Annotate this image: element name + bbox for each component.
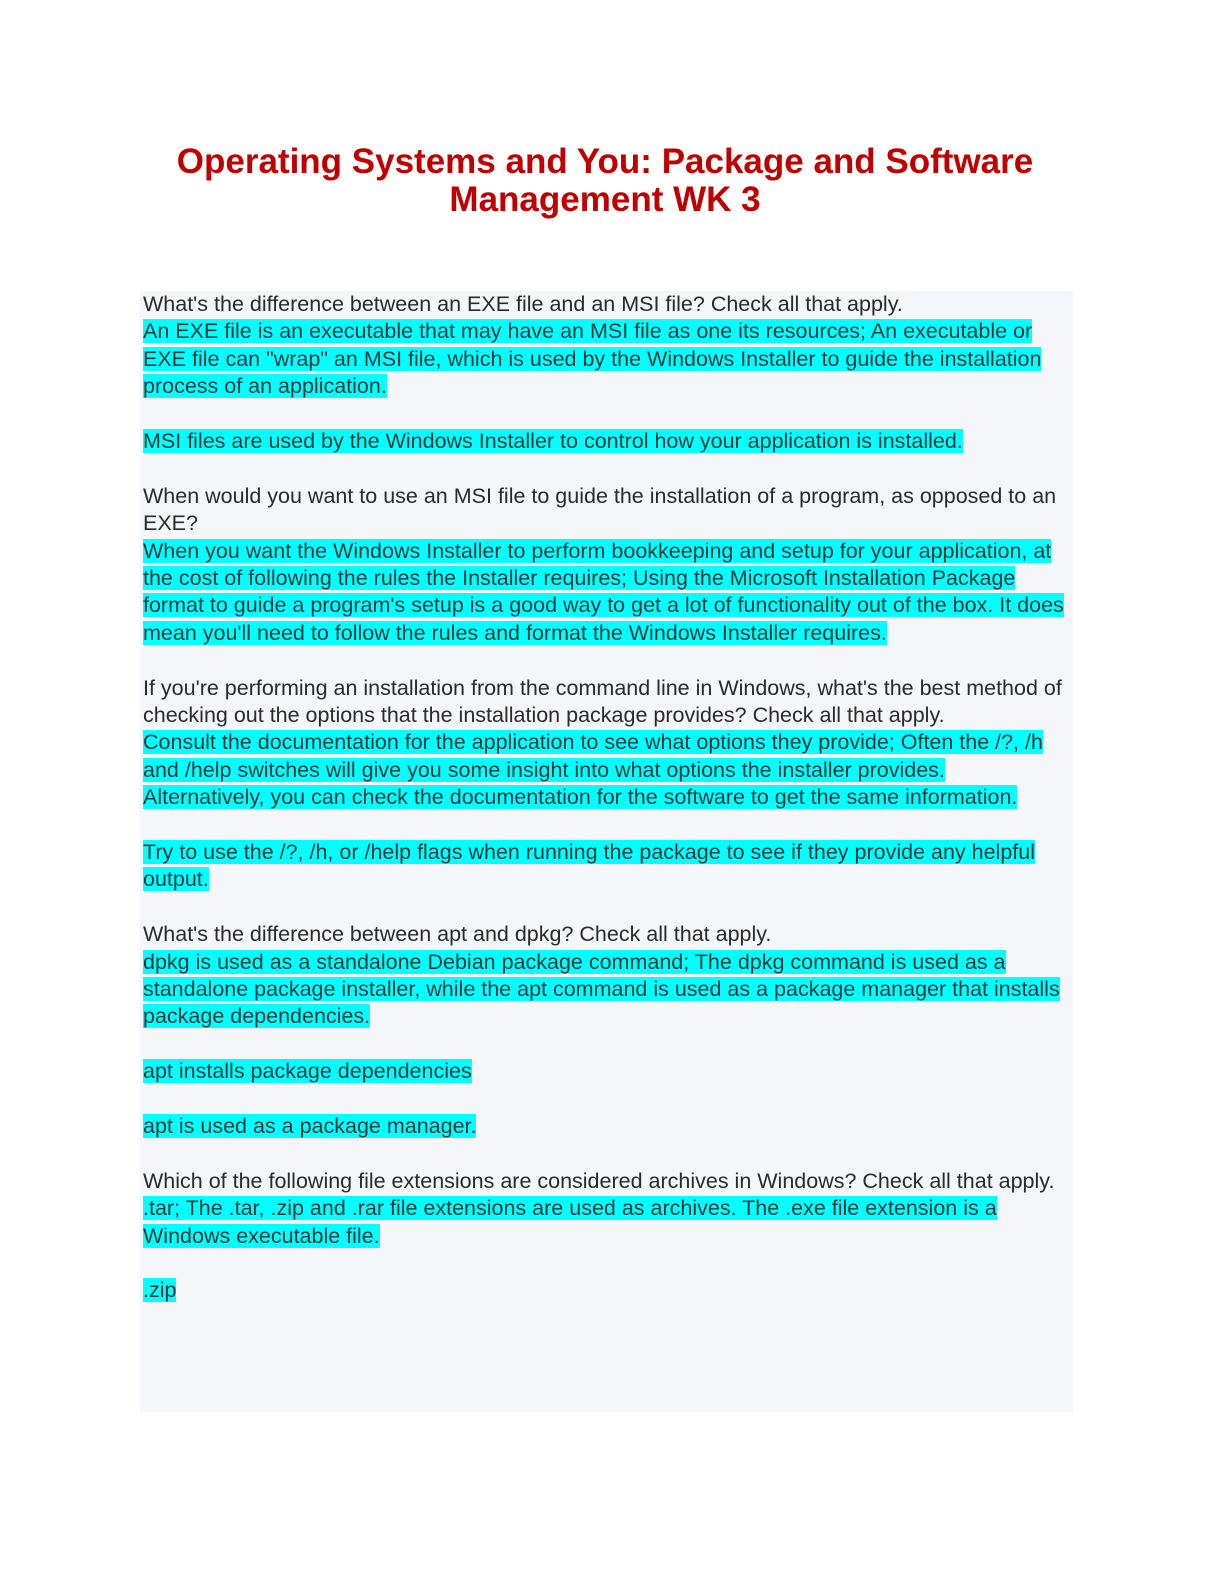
answer-highlight: .tar; The .tar, .zip and .rar file extensions are used as archives. The .exe file extension is a Windows executable file. <box>143 1196 997 1248</box>
answer-paragraph <box>143 1058 1070 1085</box>
question-text: If you're performing an installation from the command line in Windows, what's the best method of checking out the options that the installation package provides? Check all that apply. <box>143 675 1062 728</box>
spacer <box>143 1086 1070 1113</box>
answer-paragraph <box>143 318 1070 400</box>
answer-highlight: MSI files are used by the Windows Installer to control how your application is installed. <box>143 429 963 454</box>
answer-highlight: When you want the Windows Installer to perform bookkeeping and setup for your application, at the cost of following the rules the Installer requires; Using the Microsoft Installation Package format to guide a program's setup is a good way to get a lot of functionality out of the box. It does mean you'll need to follow the rules and format the Windows Installer requires. <box>143 538 1064 645</box>
answer-paragraph <box>143 729 1070 811</box>
spacer <box>143 647 1070 674</box>
answer-highlight: An EXE file is an executable that may have an MSI file as one its resources; An executable or EXE file can "wrap" an MSI file, which is used by the Windows Installer to guide the installation process of an application. <box>143 319 1042 399</box>
answer-highlight: apt installs package dependencies <box>143 1059 472 1084</box>
document-title <box>140 143 1070 219</box>
answer-paragraph <box>143 1113 1070 1140</box>
question-text: What's the difference between apt and dpkg? Check all that apply. <box>143 922 772 947</box>
qa-block <box>143 921 1070 1140</box>
question-text: When would you want to use an MSI file to guide the installation of a program, as opposed to an EXE? <box>143 483 1057 536</box>
qa-block <box>143 483 1070 647</box>
qa-block <box>143 1168 1070 1305</box>
answer-paragraph <box>143 949 1070 1031</box>
spacer <box>143 401 1070 428</box>
title-line-1: Operating Systems and You: Package and Software <box>176 142 1034 181</box>
answer-paragraph <box>143 839 1070 894</box>
spacer <box>143 1250 1070 1277</box>
title-line-2: Management WK 3 <box>449 180 761 219</box>
spacer <box>143 1140 1070 1167</box>
spacer <box>143 1031 1070 1058</box>
answer-paragraph <box>143 538 1070 648</box>
answer-highlight: Consult the documentation for the application to see what options they provide; Often the /?, /h and /help switches will give you some insight into what options the installer provides. Alternatively, you can check the documentation for the software to get the same information. <box>143 730 1043 810</box>
question-text: Which of the following file extensions are considered archives in Windows? Check all that apply. <box>143 1168 1055 1193</box>
question-text: What's the difference between an EXE file and an MSI file? Check all that apply. <box>143 292 903 316</box>
qa-block <box>143 291 1070 455</box>
answer-highlight: .zip <box>143 1278 177 1303</box>
qa-content <box>140 291 1073 1412</box>
spacer <box>143 455 1070 482</box>
answer-paragraph <box>143 1195 1070 1250</box>
answer-highlight: dpkg is used as a standalone Debian package command; The dpkg command is used as a standalone package installer, while the apt command is used as a package manager that installs package dependencies. <box>143 949 1060 1029</box>
answer-paragraph <box>143 428 1070 455</box>
spacer <box>143 894 1070 921</box>
spacer <box>143 812 1070 839</box>
answer-highlight: Try to use the /?, /h, or /help flags when running the package to see if they provide any helpful output. <box>143 840 1035 892</box>
answer-paragraph <box>143 1277 1070 1304</box>
qa-block <box>143 675 1070 894</box>
answer-highlight: apt is used as a package manager. <box>143 1114 477 1139</box>
